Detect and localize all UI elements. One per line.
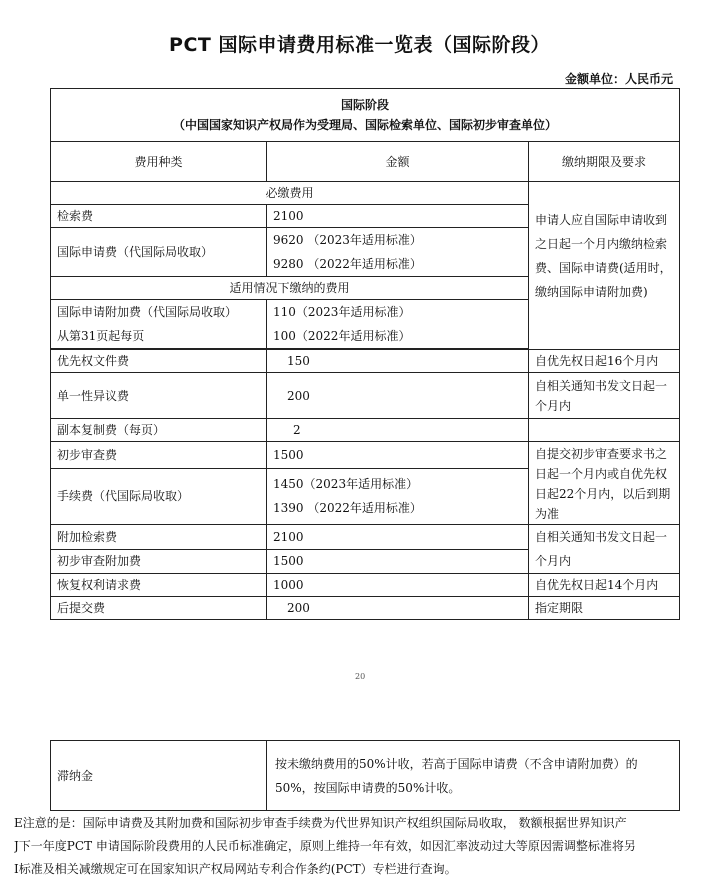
amount-2023: 110（2023年适用标准）	[273, 305, 411, 319]
fee-deadline	[529, 419, 680, 442]
fee-table	[50, 88, 680, 620]
fee-amount: 200	[267, 597, 529, 620]
fee-name: 手续费（代国际局收取）	[51, 468, 267, 525]
fee-amount: 1500	[267, 549, 529, 574]
section-required-row	[51, 182, 680, 205]
header-amount: 金额	[267, 142, 529, 182]
fee-deadline: 自优先权日起16个月内	[529, 350, 680, 373]
fee-amount	[267, 300, 529, 349]
fee-name-line1: 国际申请附加费（代国际局收取）	[57, 305, 238, 319]
header-fee-type: 费用种类	[51, 142, 267, 182]
section-required: 必缴费用	[51, 182, 529, 205]
fee-amount: 2100	[267, 525, 529, 550]
fee-name-line2: 从第31页起每页	[57, 329, 145, 343]
late-fee-table	[50, 740, 680, 811]
table-row	[51, 597, 680, 620]
fee-name	[51, 300, 267, 349]
prelim-deadline: 自提交初步审查要求书之日起一个月内或自优先权日起22个月内，以后到期为准	[529, 442, 680, 525]
amount-2022: 1390 （2022年适用标准）	[273, 501, 422, 516]
currency-unit-label: 金额单位：人民币元	[564, 72, 673, 86]
column-header-row	[51, 142, 680, 182]
table-row	[51, 741, 680, 811]
table-row	[51, 574, 680, 597]
table-row	[51, 373, 680, 419]
fee-amount	[267, 468, 529, 525]
fee-amount: 200	[267, 373, 529, 419]
amount-2022: 100（2022年适用标准）	[273, 329, 411, 343]
table-row	[51, 419, 680, 442]
fee-name: 单一性异议费	[51, 373, 267, 419]
required-deadline: 申请人应自国际申请收到之日起一个月内缴纳检索费、国际申请费(适用时，缴纳国际申请附加费)	[529, 182, 680, 350]
fee-name: 恢复权利请求费	[51, 574, 267, 597]
page-number: 20	[355, 672, 366, 681]
fee-name: 优先权文件费	[51, 350, 267, 373]
fee-amount: 2	[267, 419, 529, 442]
add-deadline: 自相关通知书发文日起一个月内	[529, 525, 680, 574]
fee-name: 检索费	[51, 205, 267, 228]
page-title: PCT 国际申请费用标准一览表（国际阶段）	[169, 34, 550, 56]
fee-deadline: 自相关通知书发文日起一个月内	[529, 373, 680, 419]
fee-name: 初步审查费	[51, 442, 267, 469]
footnote-line-1: E注意的是：国际申请费及其附加费和国际初步审查手续费为代世界知识产权组织国际局收取， 数额根据世界知识产	[14, 816, 627, 830]
fee-amount: 1500	[267, 442, 529, 469]
fee-name: 国际申请费（代国际局收取）	[51, 228, 267, 277]
fee-deadline: 指定期限	[529, 597, 680, 620]
fee-name: 滞纳金	[51, 741, 267, 811]
stage-subtitle: （中国国家知识产权局作为受理局、国际检索单位、国际初步审查单位）	[173, 118, 558, 132]
fee-amount: 2100	[267, 205, 529, 228]
table-row	[51, 350, 680, 373]
fee-name: 后提交费	[51, 597, 267, 620]
fee-description: 按未缴纳费用的50%计收，若高于国际申请费（不含申请附加费）的50%，按国际申请费的50%计收。	[267, 741, 680, 811]
footnote-line-2: J下一年度PCT 申请国际阶段费用的人民币标准确定，原则上维持一年有效，如因汇率波动过大等原因需调整标准将另	[14, 839, 636, 853]
footnote-line-3: I标准及相关减缴规定可在国家知识产权局网站专利合作条约(PCT）专栏进行查询。	[14, 862, 457, 876]
stage-header	[51, 89, 680, 142]
fee-amount	[267, 228, 529, 277]
fee-name: 初步审查附加费	[51, 549, 267, 574]
amount-2023: 1450（2023年适用标准）	[273, 477, 419, 492]
fee-name: 副本复制费（每页）	[51, 419, 267, 442]
amount-2022: 9280 （2022年适用标准）	[273, 257, 422, 271]
table-row	[51, 442, 680, 469]
section-conditional: 适用情况下缴纳的费用	[51, 277, 529, 300]
fee-amount: 150	[267, 350, 529, 373]
header-deadline: 缴纳期限及要求	[529, 142, 680, 182]
fee-amount: 1000	[267, 574, 529, 597]
amount-2023: 9620 （2023年适用标准）	[273, 233, 422, 247]
table-row	[51, 525, 680, 550]
fee-name: 附加检索费	[51, 525, 267, 550]
stage-header-row	[51, 89, 680, 142]
footnote	[14, 812, 719, 881]
fee-deadline: 自优先权日起14个月内	[529, 574, 680, 597]
stage-title: 国际阶段	[341, 98, 390, 112]
